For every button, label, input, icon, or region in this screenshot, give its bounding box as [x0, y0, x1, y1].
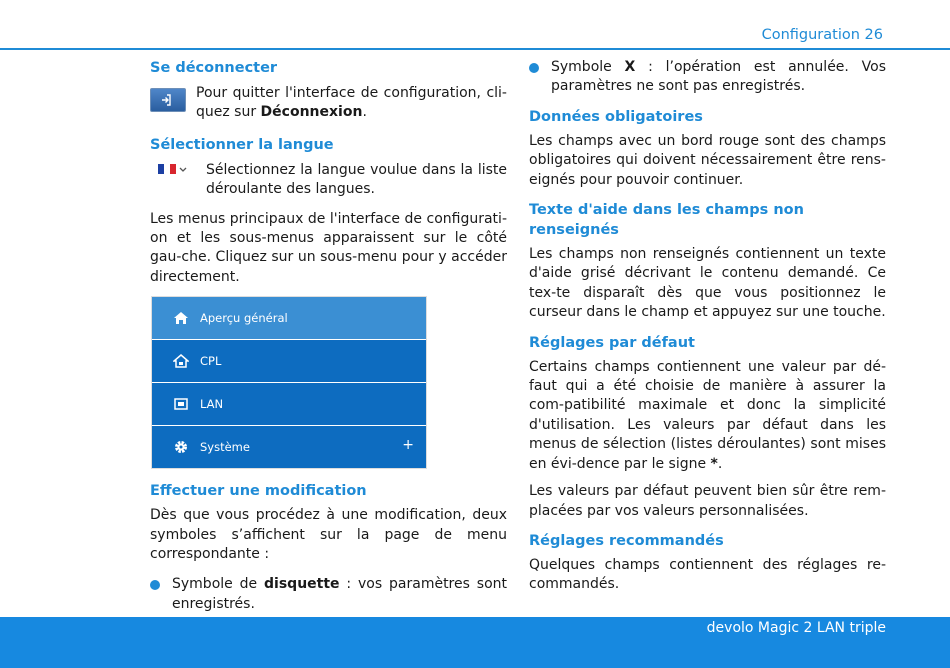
expand-plus-icon[interactable]: +	[402, 437, 414, 454]
defaults-text-before: Certains champs contiennent une valeur par dé-faut qui a été choisie de manière à assurer la com-patibilité maximale et donc la simplicité d'utilisation. Les valeurs par défaut dans les menus de sélection (listes déroulantes) sont mises en évi-dence par le signe	[529, 358, 886, 472]
recommended-heading: Réglages recommandés	[529, 532, 724, 549]
recommended-text: Quelques champs contiennent des réglages re-commandés.	[529, 556, 886, 593]
language-text: Sélectionnez la langue voulue dans la liste déroulante des langues.	[206, 161, 507, 198]
logout-text-after: .	[362, 104, 367, 121]
defaults-text	[529, 358, 886, 474]
home-icon	[172, 309, 190, 327]
left-column	[150, 58, 507, 614]
language-row	[150, 161, 507, 200]
defaults-text-bold: *	[710, 455, 718, 472]
language-heading: Sélectionner la langue	[150, 136, 334, 153]
bullet-save-text	[172, 575, 507, 614]
help-text-text: Les champs non renseignés contiennent un texte d'aide grisé décrivant le contenu demandé. Ce tex-te disparaît dès que vous positionnez le curseur dans le champ et appuyez sur une touche.	[529, 246, 886, 321]
help-text-heading: Texte d'aide dans les champs non renseignés	[529, 202, 804, 239]
mandatory-heading: Données obligatoires	[529, 108, 703, 125]
footer-product-name: devolo Magic 2 LAN triple	[706, 620, 886, 636]
bullet-x-suffix: : l’opération est annulée. Vos paramètres ne sont pas enregistrés.	[551, 59, 886, 95]
modify-heading: Effectuer une modification	[150, 483, 367, 500]
powerline-icon	[172, 352, 190, 370]
menu-item-apercu-general[interactable]	[152, 297, 426, 340]
menu-item-label: LAN	[200, 397, 224, 412]
menus-paragraph: Les menus principaux de l'interface de configurati-on et les sous-menus apparaissent sur le côté gau-che. Cliquez sur un sous-menu pour y accéder directement.	[150, 210, 507, 285]
logout-text-bold: Déconnexion	[260, 104, 363, 121]
bullet-save-bold: disquette	[264, 576, 340, 593]
bullet-x-prefix: Symbole	[551, 59, 625, 75]
defaults-heading: Réglages par défaut	[529, 334, 695, 351]
bullet-save	[150, 575, 507, 614]
bullet-x-text	[551, 58, 886, 97]
bullet-save-suffix: : vos paramètres sont enregistrés.	[172, 576, 508, 612]
bullet-x	[529, 58, 886, 97]
logout-text-before: Pour quitter l'interface de configuration, cli-quez sur	[196, 85, 507, 121]
bullet-dot-icon	[150, 580, 160, 590]
defaults-text-after: .	[717, 455, 723, 472]
lan-icon	[172, 395, 190, 413]
logout-row	[150, 84, 507, 123]
logout-icon	[150, 88, 186, 112]
gear-icon	[172, 438, 190, 456]
bullet-x-bold: X	[624, 59, 636, 75]
bullet-dot-icon	[529, 63, 539, 73]
mandatory-text: Les champs avec un bord rouge sont des champs obligatoires qui doivent nécessairement être rens-eignés pour pouvoir continuer.	[529, 132, 886, 188]
menu-item-cpl[interactable]	[152, 340, 426, 383]
logout-heading: Se déconnecter	[150, 60, 278, 76]
page-header-title: Configuration 26	[761, 27, 883, 43]
logout-text	[196, 84, 507, 123]
right-column	[529, 58, 886, 595]
menu-item-label: Système	[200, 440, 250, 455]
header-rule	[0, 48, 950, 50]
bullet-save-prefix: Symbole de	[172, 576, 265, 593]
modify-text: Dès que vous procédez à une modification, deux symboles s’affichent sur la page de menu correspondante :	[150, 507, 507, 563]
menu-item-systeme[interactable]	[152, 426, 426, 468]
menu-item-lan[interactable]	[152, 383, 426, 426]
menu-item-label: Aperçu général	[200, 311, 288, 326]
menu-item-label: CPL	[200, 354, 222, 369]
french-flag-icon	[158, 163, 204, 175]
navigation-menu	[151, 296, 427, 469]
defaults-text-2: Les valeurs par défaut peuvent bien sûr être rem-placées par vos valeurs personnalisées.	[529, 483, 886, 519]
